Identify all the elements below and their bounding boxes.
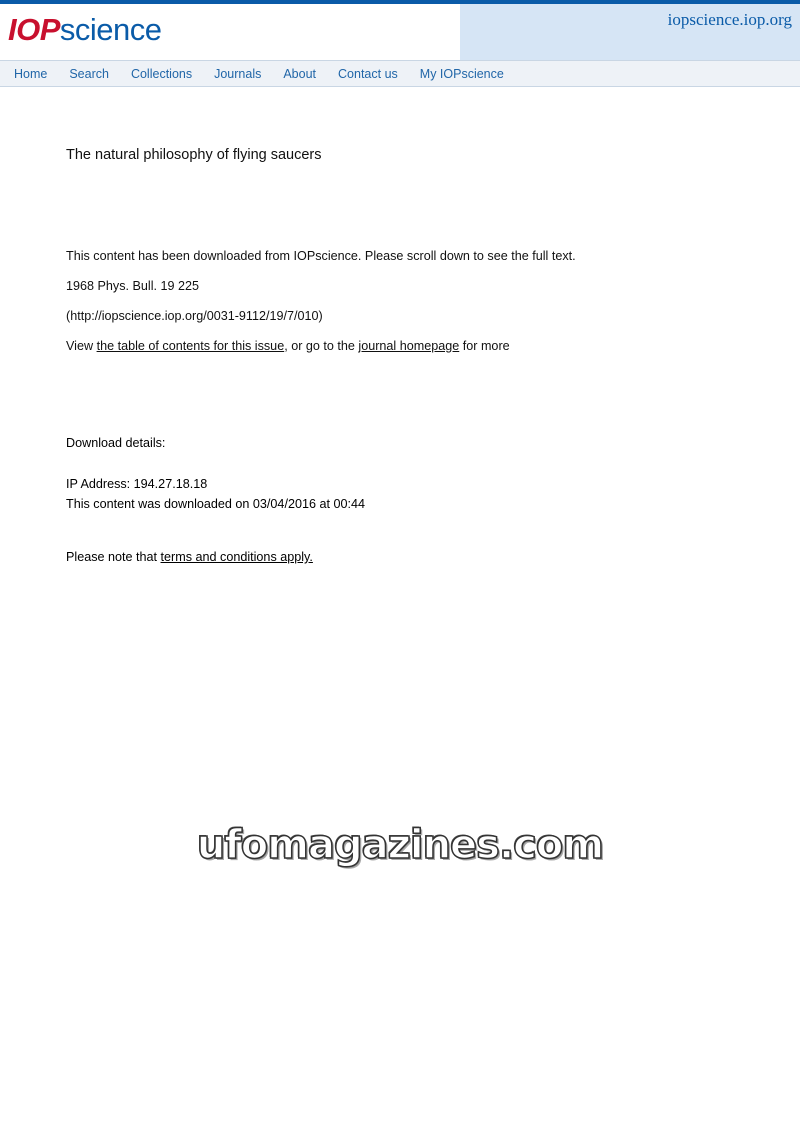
watermark: ufomagazines.com bbox=[196, 822, 604, 868]
download-details-block bbox=[66, 436, 734, 514]
citation-line: 1968 Phys. Bull. 19 225 bbox=[66, 279, 200, 293]
terms-prefix: Please note that bbox=[66, 550, 161, 564]
nav-item-collections[interactable]: Collections bbox=[130, 66, 193, 81]
view-middle: , or go to the bbox=[284, 339, 359, 353]
nav-item-my-iopscience[interactable]: My IOPscience bbox=[419, 66, 504, 81]
site-header bbox=[0, 4, 800, 60]
page-title: The natural philosophy of flying saucers bbox=[66, 147, 322, 163]
nav-item-about[interactable]: About bbox=[283, 66, 317, 81]
nav-item-home[interactable]: Home bbox=[14, 66, 48, 81]
main-navigation bbox=[0, 60, 800, 87]
ip-address: IP Address: 194.27.18.18 bbox=[66, 477, 208, 491]
journal-homepage-link[interactable]: journal homepage bbox=[358, 339, 460, 353]
download-details-values bbox=[66, 474, 734, 514]
logo-iop-text: IOP bbox=[8, 12, 60, 47]
toc-link[interactable]: the table of contents for this issue bbox=[96, 339, 285, 353]
nav-item-journals[interactable]: Journals bbox=[214, 66, 262, 81]
view-links-line bbox=[66, 331, 734, 361]
iopscience-logo[interactable] bbox=[8, 12, 162, 48]
document-body bbox=[0, 147, 800, 564]
download-timestamp: This content was downloaded on 03/04/2016 at 00:44 bbox=[66, 497, 365, 511]
article-url: (http://iopscience.iop.org/0031-9112/19/7/010) bbox=[66, 309, 323, 323]
view-prefix: View bbox=[66, 339, 97, 353]
downloaded-notice: This content has been downloaded from IOPscience. Please scroll down to see the full text. bbox=[66, 249, 576, 263]
download-notice-block bbox=[66, 241, 734, 361]
view-suffix: for more bbox=[459, 339, 510, 353]
logo-science-text: science bbox=[59, 12, 162, 47]
nav-item-contact-us[interactable]: Contact us bbox=[338, 66, 398, 81]
terms-line bbox=[66, 550, 734, 564]
site-url: iopscience.iop.org bbox=[667, 10, 792, 29]
download-details-label: Download details: bbox=[66, 436, 166, 450]
terms-and-conditions-link[interactable]: terms and conditions apply. bbox=[160, 550, 313, 564]
nav-item-search[interactable]: Search bbox=[69, 66, 109, 81]
